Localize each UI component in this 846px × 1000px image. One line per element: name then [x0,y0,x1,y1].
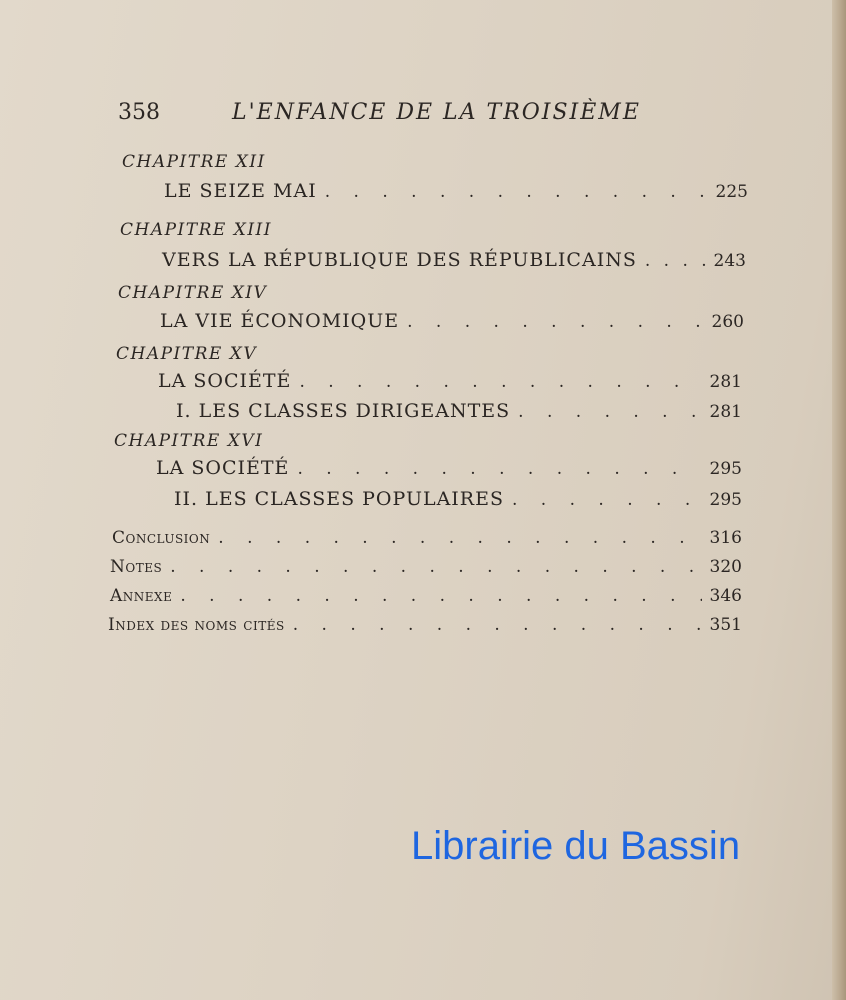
entry-title: LE SEIZE MAI [164,180,317,202]
watermark-text: Librairie du Bassin [411,824,741,868]
page-edge [832,0,846,1000]
entry-page: 295 [709,459,742,479]
page-header [118,100,648,132]
toc-entry [108,615,742,635]
leader-dots [293,615,702,635]
entry-title: LA SOCIÉTÉ [156,457,290,479]
leader-dots [218,528,701,548]
toc-entry [110,557,742,577]
entry-page: 295 [709,490,742,510]
entry-title: Notes [110,557,163,577]
entry-title: Conclusion [112,528,211,548]
entry-page: 351 [709,615,742,635]
entry-page: 346 [709,586,742,606]
leader-dots [645,251,706,271]
entry-page: 243 [713,251,746,271]
entry-page: 316 [709,528,742,548]
entry-page: 260 [711,312,744,332]
entry-title: I. LES CLASSES DIRIGEANTES [176,400,511,422]
chapter-heading: CHAPITRE XIII [120,220,272,240]
toc-entry [160,310,744,332]
chapter-heading: CHAPITRE XII [122,152,266,172]
toc-entry [110,586,742,606]
toc-subentry [176,400,742,422]
entry-page: 281 [709,372,742,392]
entry-page: 225 [715,182,748,202]
leader-dots [180,586,701,606]
leader-dots [512,490,702,510]
chapter-heading: CHAPITRE XVI [114,431,264,451]
entry-title: LA SOCIÉTÉ [158,370,292,392]
entry-page: 320 [709,557,742,577]
chapter-heading: CHAPITRE XIV [118,283,268,303]
entry-page: 281 [709,402,742,422]
leader-dots [299,372,701,392]
entry-title: Annexe [110,586,173,606]
leader-dots [407,312,703,332]
leader-dots [518,402,701,422]
entry-title: VERS LA RÉPUBLIQUE DES RÉPUBLICAINS [162,249,637,271]
toc-entry [112,528,742,548]
leader-dots [325,182,708,202]
toc-entry [164,180,748,202]
entry-title: II. LES CLASSES POPULAIRES [174,488,504,510]
entry-title: LA VIE ÉCONOMIQUE [160,310,400,332]
chapter-heading: CHAPITRE XV [116,344,258,364]
leader-dots [297,459,701,479]
entry-title: Index des noms cités [108,615,285,635]
running-head: L'ENFANCE DE LA TROISIÈME [232,100,641,125]
toc-entry [158,370,742,392]
page-number: 358 [118,100,160,125]
toc-subentry [174,488,742,510]
toc-entry [156,457,742,479]
leader-dots [170,557,701,577]
toc-entry [162,249,746,271]
